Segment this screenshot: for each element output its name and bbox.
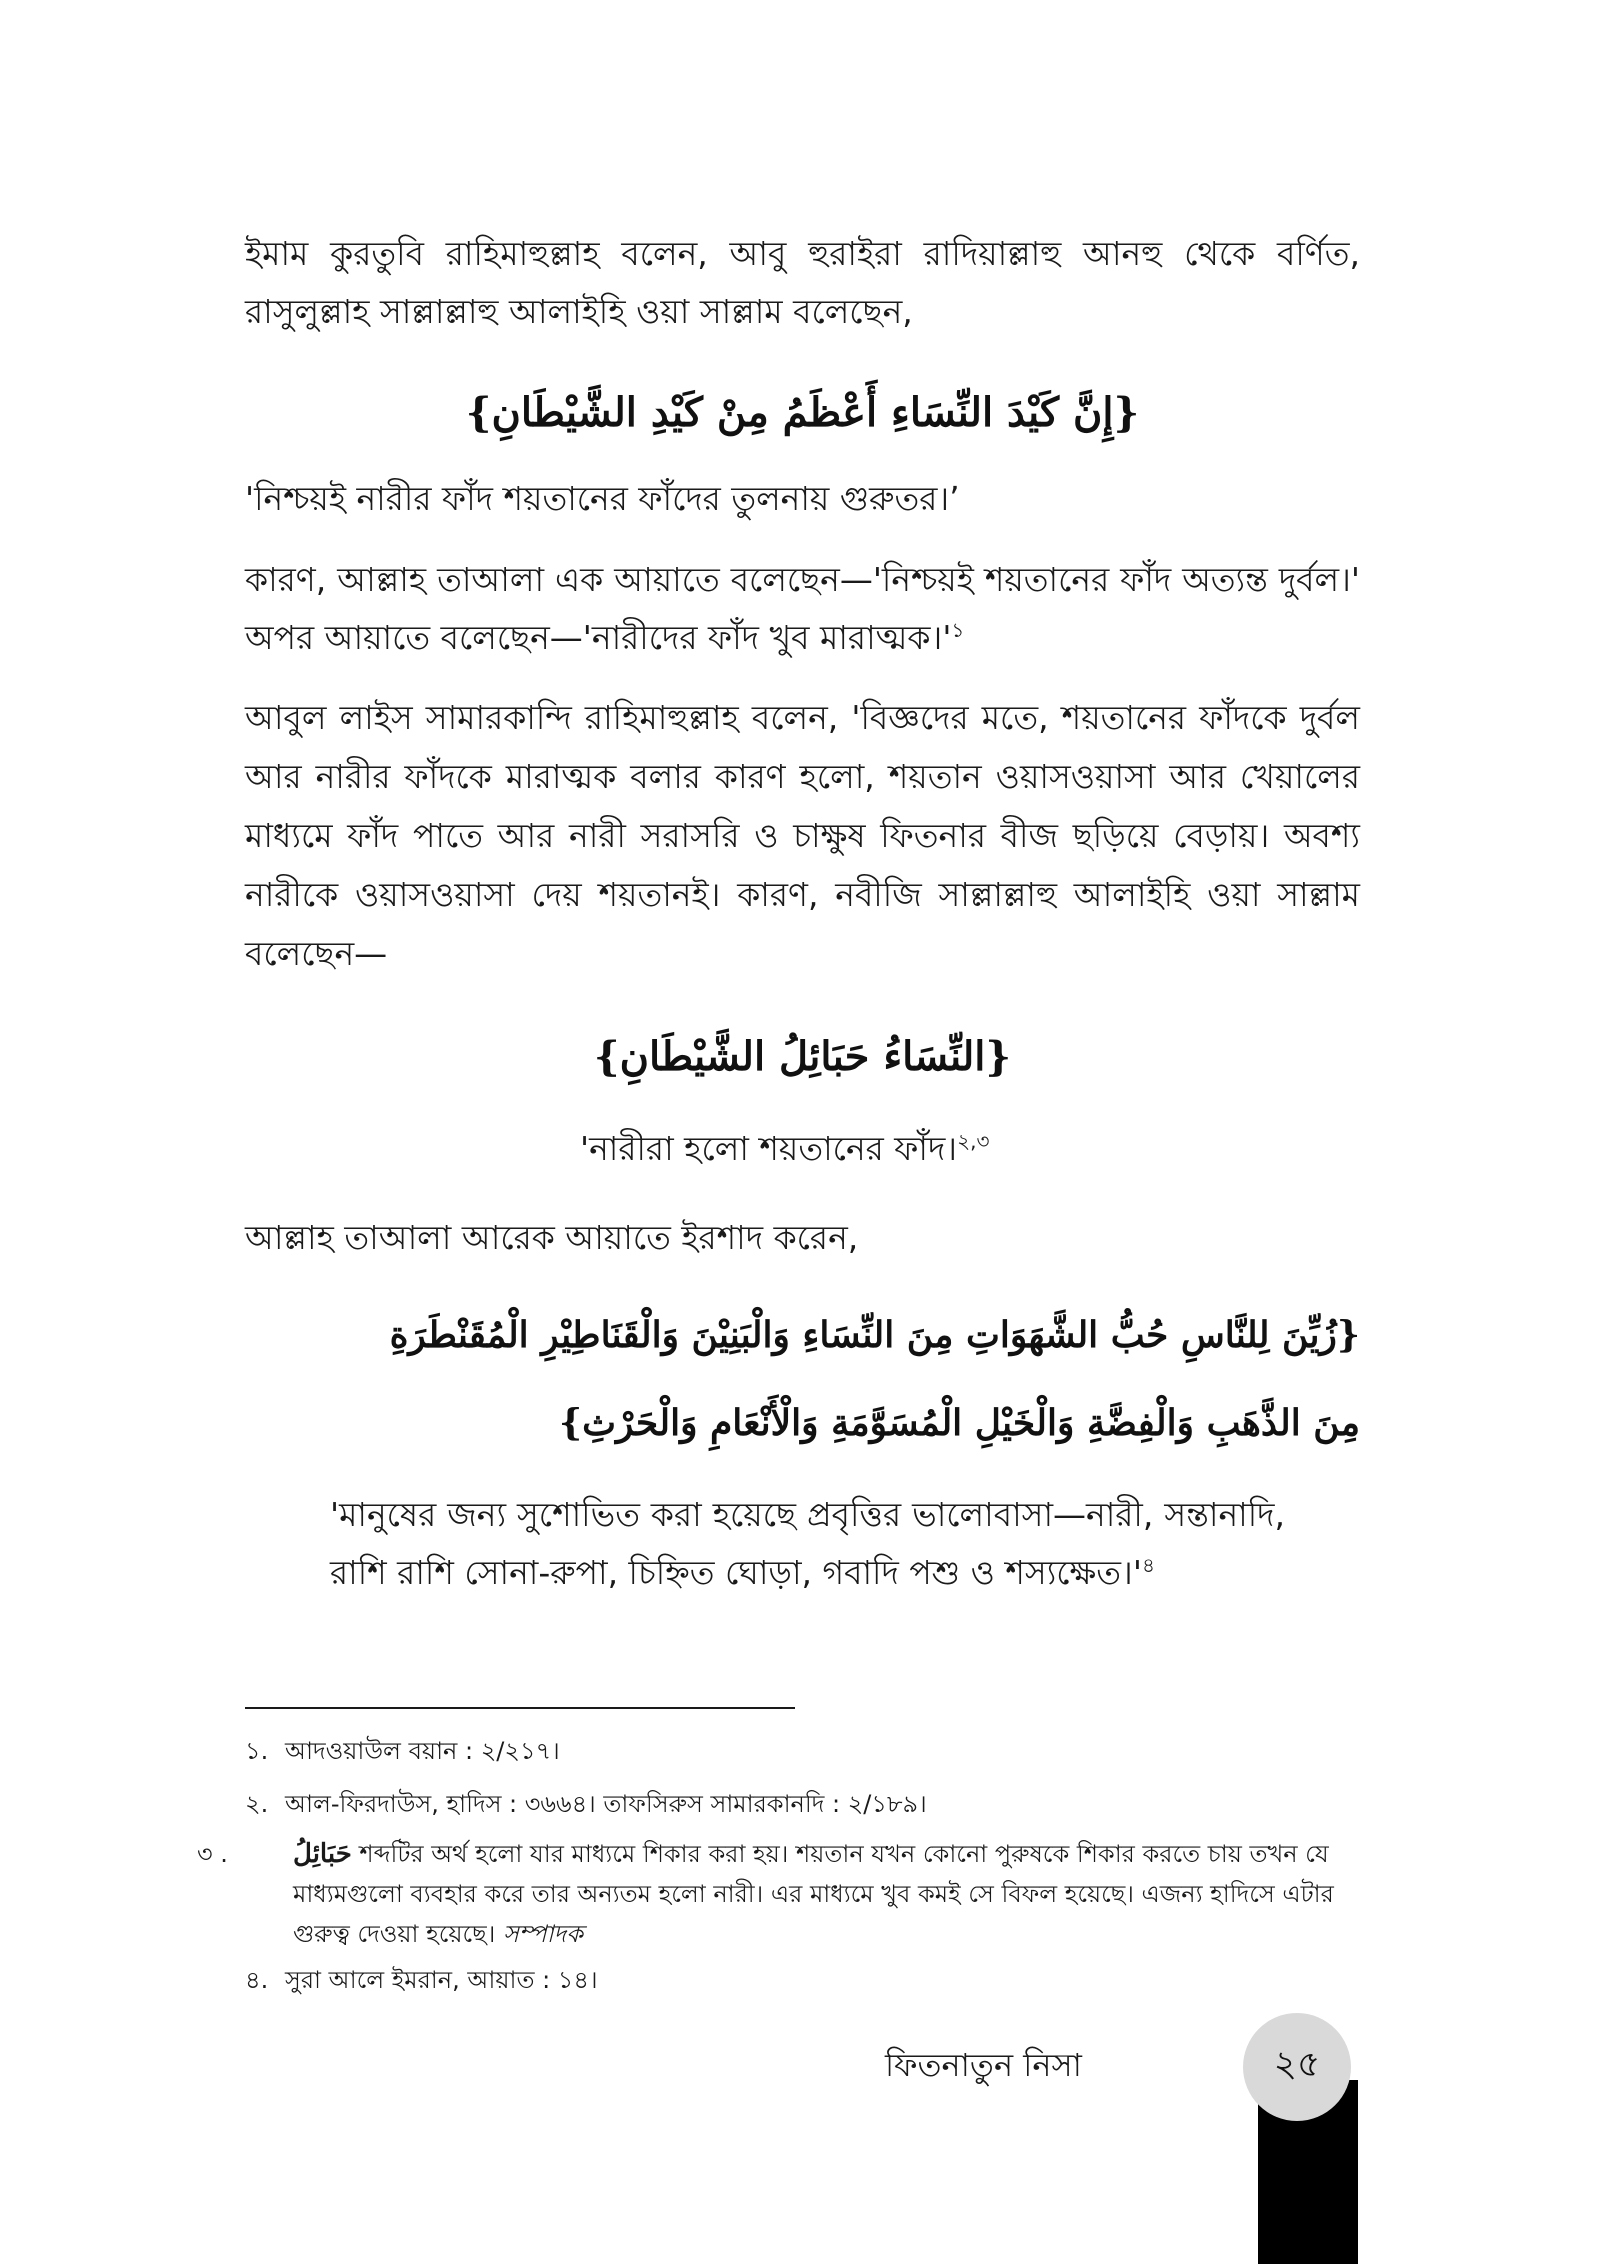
translation-ayah-text: 'মানুষের জন্য সুশোভিত করা হয়েছে প্রবৃত্তির ভালোবাসা—নারী, সন্তানাদি, রাশি রাশি সোনা-রুপা, চিহ্নিত ঘোড়া, গবাদি পশু ও শস্যক্ষেত।'	[330, 1495, 1285, 1592]
footnote-1-number: ১.	[245, 1737, 269, 1765]
footnote-3-text: শব্দটির অর্থ হলো যার মাধ্যমে শিকার করা হয়। শয়তান যখন কোনো পুরুষকে শিকার করতে চায় তখন যে মাধ্যমগুলো ব্যবহার করে তার অন্যতম হলো নারী। এর মাধ্যমে খুব কমই সে বিফল হয়েছে। এজন্য হাদিসে এটার গুরুত্ব দেওয়া হয়েছে।	[293, 1840, 1334, 1948]
footnote-3-arabic-word: حَبَائِلُ	[293, 1839, 352, 1869]
paragraph-explanation	[245, 551, 1360, 667]
footnote-ref-4: ৪	[1141, 1553, 1155, 1577]
footnote-4-text: সুরা আলে ইমরান, আয়াত : ১৪।	[285, 1966, 598, 1994]
paragraph-intro: ইমাম কুরতুবি রাহিমাহুল্লাহ বলেন, আবু হুরাইরা রাদিয়াল্লাহু আনহু থেকে বর্ণিত, রাসুলুল্লাহ সাল্লাল্লাহু আলাইহি ওয়া সাল্লাম বলেছেন,	[245, 234, 1360, 331]
footnote-1-text: আদওয়াউল বয়ান : ২/২১৭।	[285, 1737, 560, 1765]
arabic-hadith-2: {النِّسَاءُ حَبَائِلُ الشَّيْطَانِ}	[593, 1033, 1012, 1080]
paragraph-samarqandi: আবুল লাইস সামারকান্দি রাহিমাহুল্লাহ বলেন, 'বিজ্ঞদের মতে, শয়তানের ফাঁদকে দুর্বল আর নারীর ফাঁদকে মারাত্মক বলার কারণ হলো, শয়তান ওয়াসওয়াসা আর খেয়ালের মাধ্যমে ফাঁদ পাতে আর নারী সরাসরি ও চাক্ষুষ ফিতনার বীজ ছড়িয়ে বেড়ায়। অবশ্য নারীকে ওয়াসওয়াসা দেয় শয়তানই। কারণ, নবীজি সাল্লাল্লাহু আলাইহি ওয়া সাল্লাম বলেছেন—	[245, 698, 1360, 973]
arabic-hadith-1: {إِنَّ كَيْدَ النِّسَاءِ أَعْظَمُ مِنْ كَيْدِ الشَّيْطَانِ}	[465, 389, 1140, 436]
footnote-3	[197, 1834, 1360, 1954]
footnote-ref-1: ১	[951, 618, 965, 642]
footnote-3-number: ৩ .	[197, 1840, 228, 1868]
paragraph-explanation-text: কারণ, আল্লাহ তাআলা এক আয়াতে বলেছেন—'নিশ্চয়ই শয়তানের ফাঁদ অত্যন্ত দুর্বল।' অপর আয়াতে বলেছেন—'নারীদের ফাঁদ খুব মারাত্মক।'	[245, 560, 1360, 657]
footnote-ref-2-3: ২,৩	[957, 1129, 990, 1153]
arabic-ayah-line-2: مِنَ الذَّهَبِ وَالْفِضَّةِ وَالْخَيْلِ الْمُسَوَّمَةِ وَالْأَنْعَامِ وَالْحَرْثِ}	[558, 1402, 1360, 1444]
translation-hadith-2-text: 'নারীরা হলো শয়তানের ফাঁদ।	[580, 1129, 958, 1168]
footnote-3-editor: সম্পাদক	[502, 1920, 583, 1948]
footnote-4	[245, 1961, 1360, 1999]
footnote-4-number: ৪.	[245, 1966, 269, 1994]
footnote-2	[245, 1785, 1360, 1823]
footnote-2-text: আল-ফিরদাউস, হাদিস : ৩৬৬৪। তাফসিরুস সামারকানদি : ২/১৮৯।	[285, 1790, 927, 1818]
footnote-divider	[245, 1707, 795, 1709]
translation-hadith-1: 'নিশ্চয়ই নারীর ফাঁদ শয়তানের ফাঁদের তুলনায় গুরুতর।’	[245, 479, 960, 518]
footnote-2-number: ২.	[245, 1790, 269, 1818]
running-footer-title: ফিতনাতুন নিসা	[885, 2046, 1082, 2084]
translation-hadith-2	[580, 1120, 1280, 1178]
footnote-1	[245, 1732, 1360, 1770]
translation-ayah	[330, 1486, 1285, 1602]
arabic-ayah-line-1: {زُيِّنَ لِلنَّاسِ حُبُّ الشَّهَوَاتِ مِنَ النِّسَاءِ وَالْبَنِيْنَ وَالْقَنَاطِيْرِ الْمُقَنْطَرَةِ	[389, 1314, 1360, 1356]
paragraph-ayah-intro: আল্লাহ তাআলা আরেক আয়াতে ইরশাদ করেন,	[245, 1218, 859, 1257]
page-number-badge	[1243, 2013, 1351, 2121]
page-number: ২৫	[1273, 2044, 1321, 2085]
